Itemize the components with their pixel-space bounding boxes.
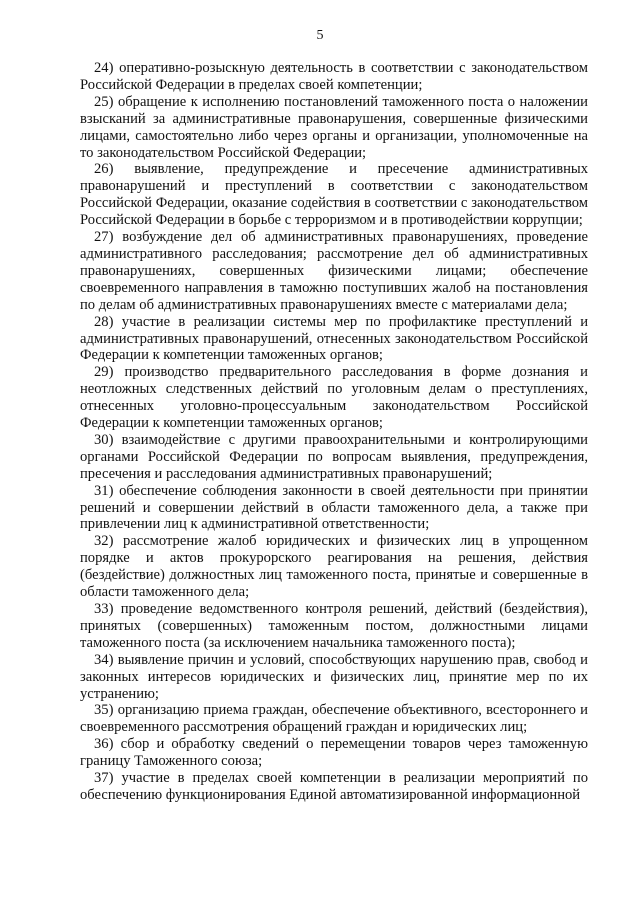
item-text: взаимодействие с другими правоохранительными и контролирующими органами Российской Федерации по вопросам выявления, предупреждения, пресечения и расследования административных правонарушений; (80, 431, 588, 482)
list-item (80, 736, 588, 770)
list-item (80, 60, 588, 94)
document-body (80, 60, 588, 804)
item-number: 36) (94, 736, 114, 753)
list-item (80, 229, 588, 314)
item-number: 33) (94, 601, 114, 617)
item-number: 26) (94, 161, 114, 178)
list-item (80, 364, 588, 432)
item-text: участие в реализации системы мер по профилактике преступлений и административных правонарушений, отнесенных законодательством Российской Федерации к компетенции таможенных органов; (80, 313, 588, 364)
item-number: 27) (94, 229, 114, 246)
list-item (80, 702, 588, 736)
item-number: 28) (94, 313, 114, 330)
item-text: сбор и обработку сведений о перемещении товаров через таможенную границу Таможенного союза; (80, 736, 589, 770)
list-item (80, 770, 588, 804)
page-number: 5 (316, 28, 324, 43)
list-item (80, 161, 588, 229)
item-text: рассмотрение жалоб юридических и физических лиц в упрощенном порядке и актов прокурорского реагирования на решения, действия (бездействие) должностных лиц таможенного поста, принятые и совершенные в области таможенного дела; (80, 533, 589, 601)
list-item (80, 94, 588, 162)
item-text: участие в пределах своей компетенции в реализации мероприятий по обеспечению функционирования Единой автоматизированной информационной (80, 770, 588, 803)
item-number: 29) (94, 364, 114, 381)
item-number: 24) (94, 60, 114, 76)
item-number: 35) (94, 702, 114, 719)
item-number: 31) (94, 482, 114, 499)
item-number: 37) (94, 770, 114, 787)
item-text: проведение ведомственного контроля решений, действий (бездействия), принятых (совершенных) таможенным постом, должностными лицами таможенного поста (за исключением начальника таможенного поста); (80, 601, 588, 651)
item-number: 32) (94, 533, 114, 550)
item-text: выявление причин и условий, способствующих нарушению прав, свобод и законных интересов юридических и физических лиц, принятие мер по их устранению; (80, 651, 588, 702)
list-item (80, 314, 588, 365)
list-item (80, 432, 588, 483)
item-number: 34) (94, 651, 114, 668)
item-text: выявление, предупреждение и пресечение административных правонарушений и преступлений в соответствии с законодательством Российской Федерации, оказание содействия в соответствии с законодательством Российской Федерации в борьбе с терроризмом и в противодействии коррупции; (80, 161, 588, 229)
item-text: оперативно-розыскную деятельность в соответствии с законодательством Российской Федерации в пределах своей компетенции; (80, 60, 588, 93)
item-text: обращение к исполнению постановлений таможенного поста о наложении взысканий за административные правонарушения, совершенные физическими лицами, самостоятельно либо через органы и организации, уполномоченные на то законодательством Российской Федерации; (80, 93, 588, 161)
item-text: возбуждение дел об административных правонарушениях, проведение административного расследования; рассмотрение дел об административных правонарушениях, совершенных физическими лицами; обеспечение своевременного направления в таможню поступивших жалоб на постановления по делам об административных правонарушениях вместе с материалами дела; (80, 229, 588, 313)
item-number: 25) (94, 93, 114, 110)
list-item (80, 483, 588, 534)
item-text: производство предварительного расследования в форме дознания и неотложных следственных действий по уголовным делам о преступлениях, отнесенных уголовно-процессуальным законодательством Российской Федерации к компетенции таможенных органов; (80, 364, 588, 432)
item-number: 30) (94, 431, 114, 448)
item-text: организацию приема граждан, обеспечение объективного, всестороннего и своевременного рассмотрения обращений граждан и юридических лиц; (80, 702, 588, 736)
list-item (80, 652, 588, 703)
item-text: обеспечение соблюдения законности в своей деятельности при принятии решений и совершении действий в области таможенного дела, а также при привлечении лиц к административной ответственности; (80, 482, 588, 533)
list-item (80, 533, 588, 601)
list-item (80, 601, 588, 652)
